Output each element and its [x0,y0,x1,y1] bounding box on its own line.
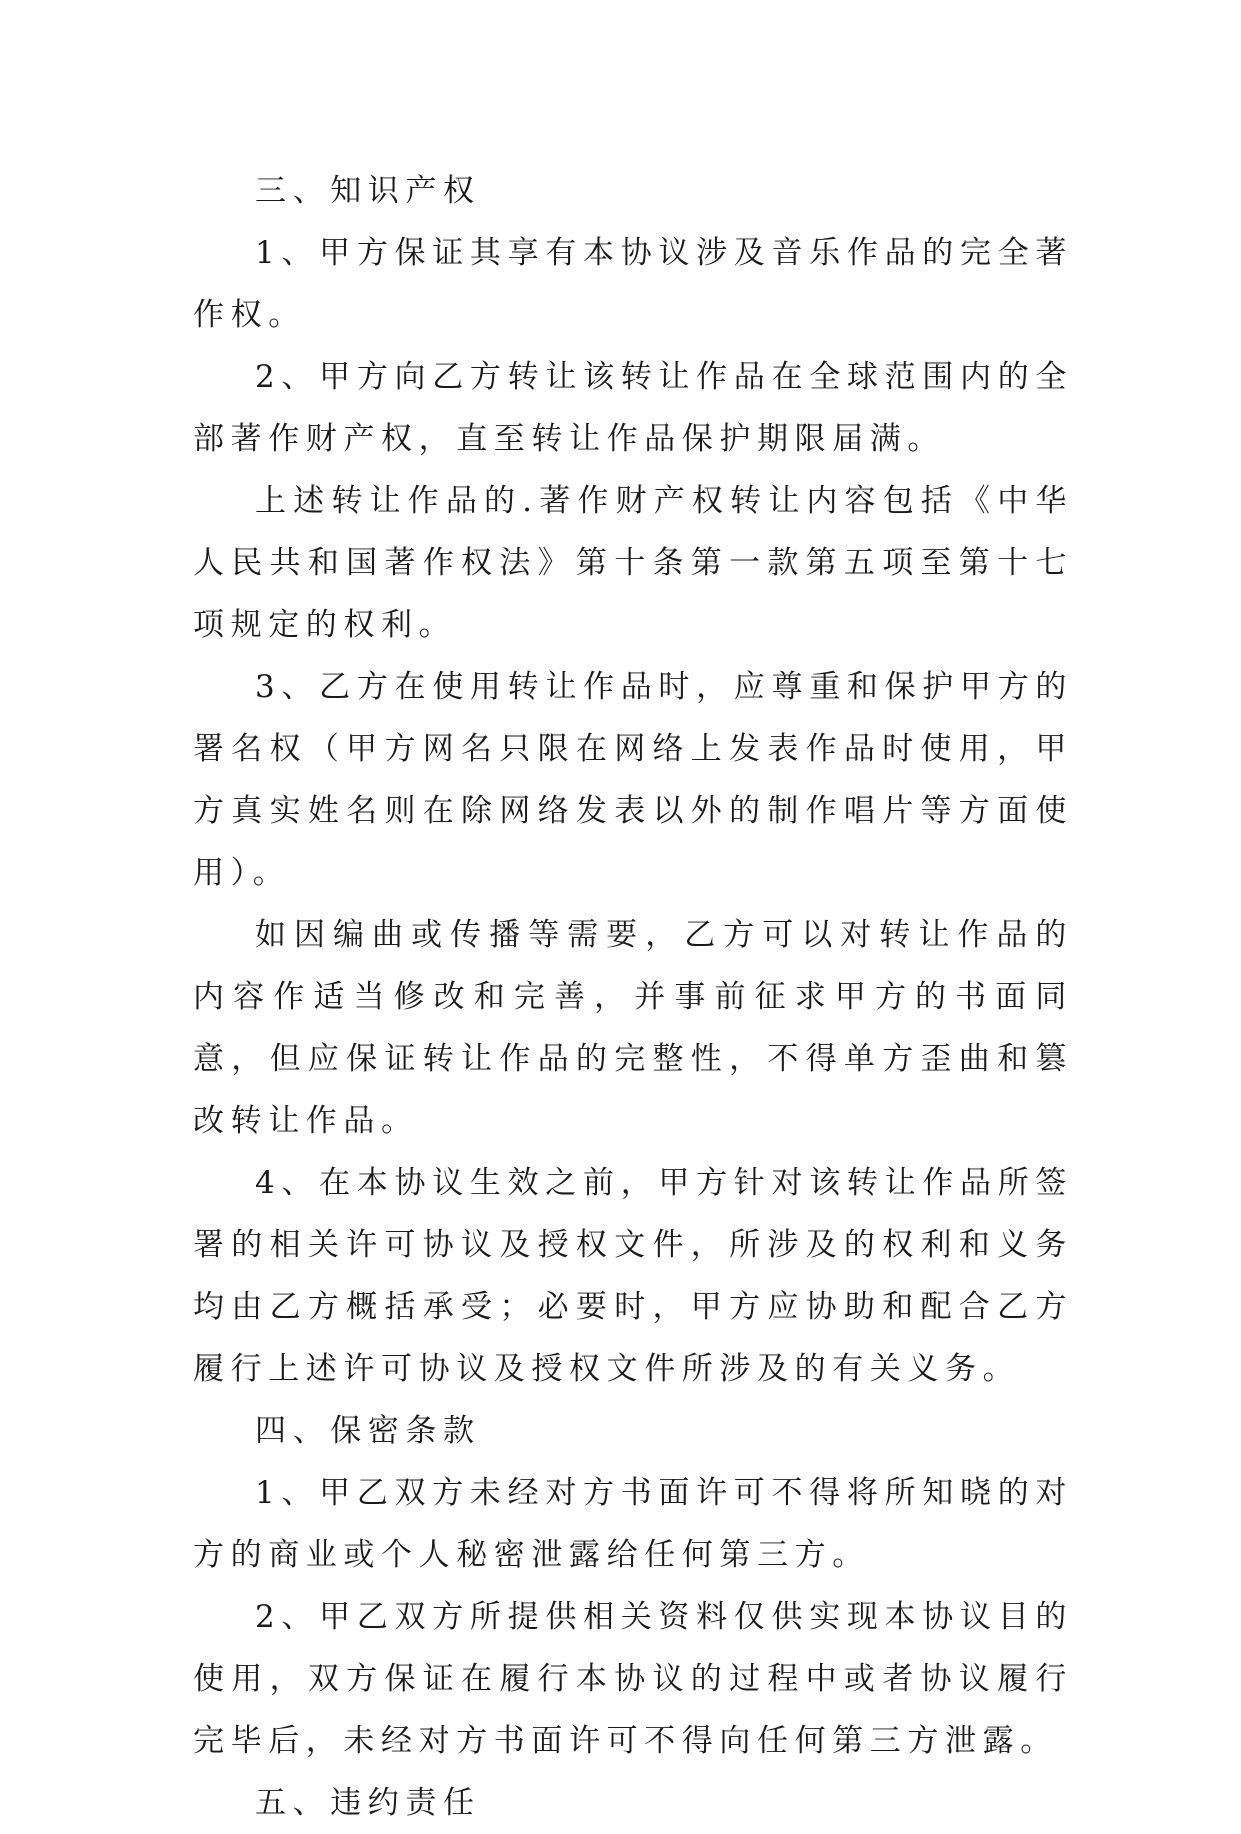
clause-4-1: 1、甲乙双方未经对方书面许可不得将所知晓的对方的商业或个人秘密泄露给任何第三方。 [193,1475,1073,1573]
clause-3-3: 3、乙方在使用转让作品时，应尊重和保护甲方的署名权（甲方网名只限在网络上发表作品时使用，甲方真实姓名则在除网络发表以外的制作唱片等方面使用）。 [193,669,1073,891]
document-body [193,160,1073,1834]
clause-3-2-detail: 上述转让作品的.著作财产权转让内容包括《中华人民共和国著作权法》第十条第一款第五项至第十七项规定的权利。 [193,483,1073,643]
section-heading-liability: 五、违约责任 [255,1785,481,1821]
clause-3-1: 1、甲方保证其享有本协议涉及音乐作品的完全著作权。 [193,235,1073,333]
clause-3-4: 4、在本协议生效之前，甲方针对该转让作品所签署的相关许可协议及授权文件，所涉及的权利和义务均由乙方概括承受；必要时，甲方应协助和配合乙方履行上述许可协议及授权文件所涉及的有关义务。 [193,1165,1073,1387]
clause-4-2: 2、甲乙双方所提供相关资料仅供实现本协议目的使用，双方保证在履行本协议的过程中或者协议履行完毕后，未经对方书面许可不得向任何第三方泄露。 [193,1599,1073,1759]
section-heading-intellectual-property: 三、知识产权 [255,173,481,209]
clause-3-3-detail: 如因编曲或传播等需要，乙方可以对转让作品的内容作适当修改和完善，并事前征求甲方的书面同意，但应保证转让作品的完整性，不得单方歪曲和篡改转让作品。 [193,917,1073,1139]
section-heading-confidentiality: 四、保密条款 [255,1413,481,1449]
clause-3-2: 2、甲方向乙方转让该转让作品在全球范围内的全部著作财产权，直至转让作品保护期限届满。 [193,359,1073,457]
